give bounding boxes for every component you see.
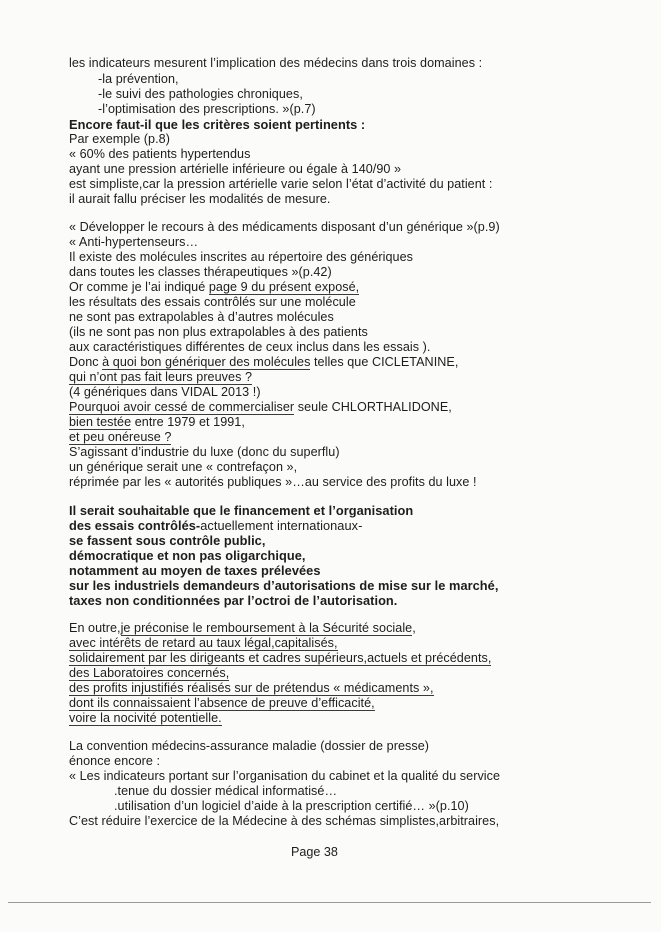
text-line: dans toutes les classes thérapeutiques »(p.42) xyxy=(69,265,332,279)
text-line: réprimée par les « autorités publiques »…au service des profits du luxe ! xyxy=(69,475,477,489)
list-item: -l’optimisation des prescriptions. »(p.7) xyxy=(98,102,316,116)
bold-line: taxes non conditionnées par l’octroi de l’autorisation. xyxy=(69,593,398,608)
underlined-text: solidairement par les dirigeants et cadres supérieurs,actuels et précédents, xyxy=(69,651,492,665)
text-line: bien testée entre 1979 et 1991, xyxy=(69,415,245,429)
text-line: « Développer le recours à des médicaments disposant d’un générique »(p.9) xyxy=(69,220,500,234)
list-item: -la prévention, xyxy=(98,72,179,86)
text-line: énonce encore : xyxy=(69,754,161,768)
underlined-text: Pourquoi avoir cessé de commercialiser xyxy=(69,400,295,414)
text-line xyxy=(69,711,222,726)
text-line: S’agissant d’industrie du luxe (donc du superflu) xyxy=(69,445,340,459)
text-line: Pourquoi avoir cessé de commercialiser seule CHLORTHALIDONE, xyxy=(69,400,452,414)
underlined-text: page 9 du présent exposé, xyxy=(208,280,360,294)
text-line xyxy=(69,651,491,666)
text-line xyxy=(69,681,434,696)
text-line: Par exemple (p.8) xyxy=(69,132,170,146)
underlined-text: voire la nocivité potentielle. xyxy=(69,711,222,725)
underlined-text: bien testée xyxy=(69,415,132,429)
page-number: Page 38 xyxy=(291,845,338,859)
underlined-text: à quoi bon génériquer des molécules xyxy=(102,355,311,369)
text-line: Il existe des molécules inscrites au répertoire des génériques xyxy=(69,250,414,264)
text-line xyxy=(69,636,338,651)
list-item: -le suivi des pathologies chroniques, xyxy=(98,87,303,101)
text-line: un générique serait une « contrefaçon », xyxy=(69,460,298,474)
text-line: « Anti-hypertenseurs… xyxy=(69,235,199,249)
text-line xyxy=(69,370,252,385)
text-line xyxy=(69,666,229,681)
text-line: est simpliste,car la pression artérielle varie selon l’état d’activité du patient : xyxy=(69,177,493,191)
list-item: .tenue du dossier médical informatisé… xyxy=(114,784,338,798)
text-line: Donc à quoi bon génériquer des molécules telles que CICLETANINE, xyxy=(69,355,459,369)
bottom-divider xyxy=(8,902,651,903)
bold-line: notamment au moyen de taxes prélevées xyxy=(69,563,321,578)
text-line xyxy=(69,696,375,711)
text-line: les résultats des essais contrôlés sur une molécule xyxy=(69,295,356,309)
text-line: « 60% des patients hypertendus xyxy=(69,147,251,161)
underlined-text: dont ils connaissaient l’absence de preuve d’efficacité, xyxy=(69,696,375,710)
text-line: Or comme je l’ai indiqué page 9 du présent exposé, xyxy=(69,280,360,294)
underlined-text: je préconise le remboursement à la Sécurité sociale xyxy=(120,621,413,635)
bold-line: se fassent sous contrôle public, xyxy=(69,533,266,548)
underlined-text: et peu onéreuse ? xyxy=(69,430,172,444)
bold-line: des essais contrôlés-actuellement internationaux- xyxy=(69,518,363,533)
text-line: (ils ne sont pas non plus extrapolables à des patients xyxy=(69,325,368,339)
text-line: ne sont pas extrapolables à d’autres molécules xyxy=(69,310,334,324)
list-item: .utilisation d’un logiciel d’aide à la prescription certifié… »(p.10) xyxy=(114,799,469,813)
underlined-text: avec intérêts de retard au taux légal,capitalisés, xyxy=(69,636,338,650)
bold-line: Il serait souhaitable que le financement et l’organisation xyxy=(69,503,414,518)
underlined-text: qui n’ont pas fait leurs preuves ? xyxy=(69,370,253,384)
text-line: La convention médecins-assurance maladie (dossier de presse) xyxy=(69,739,430,753)
text-line: C’est réduire l’exercice de la Médecine à des schémas simplistes,arbitraires, xyxy=(69,814,500,828)
text-line: il aurait fallu préciser les modalités de mesure. xyxy=(69,192,331,206)
text-line: les indicateurs mesurent l’implication des médecins dans trois domaines : xyxy=(69,56,483,70)
bold-line: démocratique et non pas oligarchique, xyxy=(69,548,306,563)
bold-line: sur les industriels demandeurs d’autorisations de mise sur le marché, xyxy=(69,578,499,593)
text-line: (4 génériques dans VIDAL 2013 !) xyxy=(69,385,261,399)
text-line: En outre,je préconise le remboursement à la Sécurité sociale, xyxy=(69,621,416,635)
underlined-text: des Laboratoires concernés, xyxy=(69,666,230,680)
text-line xyxy=(69,430,171,445)
section-heading: Encore faut-il que les critères soient pertinents : xyxy=(69,117,366,132)
text-line: aux caractéristiques différentes de ceux inclus dans les essais ). xyxy=(69,340,431,354)
underlined-text: des profits injustifiés réalisés sur de prétendus « médicaments », xyxy=(69,681,434,695)
text-line: « Les indicateurs portant sur l’organisation du cabinet et la qualité du service xyxy=(69,769,501,783)
text-line: ayant une pression artérielle inférieure ou égale à 140/90 » xyxy=(69,162,402,176)
